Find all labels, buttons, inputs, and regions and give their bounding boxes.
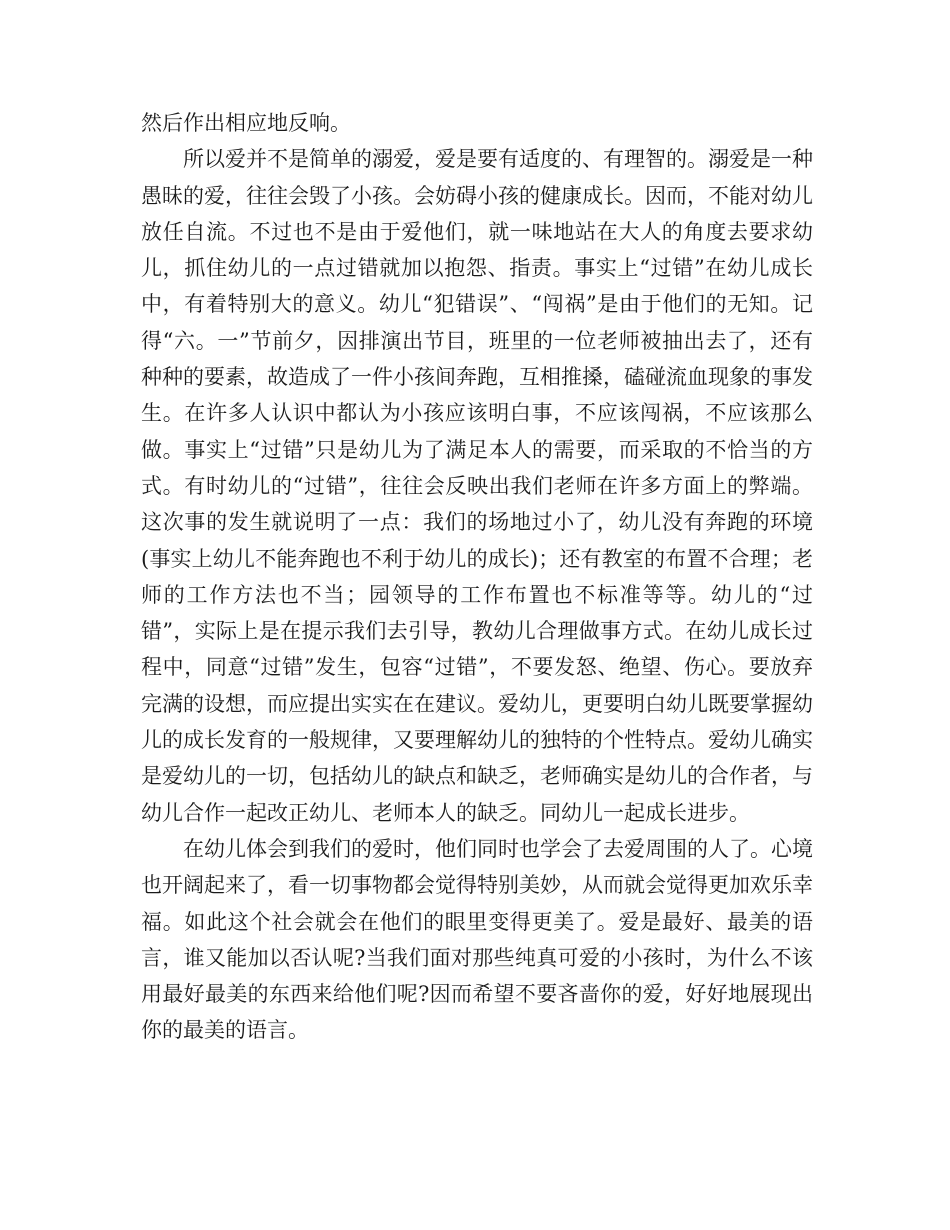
paragraph-experience-love: 在幼儿体会到我们的爱时，他们同时也学会了去爱周围的人了。心境也开阔起来了，看一切事物都会觉得特别美妙，从而就会觉得更加欢乐幸福。如此这个社会就会在他们的眼里变得更美了。爱是最好、最美的语言，谁又能加以否认呢?当我们面对那些纯真可爱的小孩时，为什么不该用最好最美的东西来给他们呢?因而希望不要吝啬你的爱，好好地展现出你的最美的语言。 [141, 836, 813, 1043]
document-body [141, 105, 813, 1049]
paragraph-continuation: 然后作出相应地反响。 [141, 111, 351, 135]
paragraph-love-not-spoiling: 所以爱并不是简单的溺爱，爱是要有适度的、有理智的。溺爱是一种愚昧的爱，往往会毁了小孩。会妨碍小孩的健康成长。因而，不能对幼儿放任自流。不过也不是由于爱他们，就一味地站在大人的角度去要求幼儿，抓住幼儿的一点过错就加以抱怨、指责。事实上“过错”在幼儿成长中，有着特别大的意义。幼儿“犯错误”、“闯祸”是由于他们的无知。记得“六。一”节前夕，因排演出节目，班里的一位老师被抽出去了，还有种种的要素，故造成了一件小孩间奔跑，互相推搡，磕碰流血现象的事发生。在许多人认识中都认为小孩应该明白事，不应该闯祸，不应该那么做。事实上“过错”只是幼儿为了满足本人的需要，而采取的不恰当的方式。有时幼儿的“过错”，往往会反映出我们老师在许多方面上的弊端。这次事的发生就说明了一点：我们的场地过小了，幼儿没有奔跑的环境(事实上幼儿不能奔跑也不利于幼儿的成长)；还有教室的布置不合理；老师的工作方法也不当；园领导的工作布置也不标准等等。幼儿的“过错”，实际上是在提示我们去引导，教幼儿合理做事方式。在幼儿成长过程中，同意“过错”发生，包容“过错”，不要发怒、绝望、伤心。要放弃完满的设想，而应提出实实在在建议。爱幼儿，更要明白幼儿既要掌握幼儿的成长发育的一般规律，又要理解幼儿的独特的个性特点。爱幼儿确实是爱幼儿的一切，包括幼儿的缺点和缺乏，老师确实是幼儿的合作者，与幼儿合作一起改正幼儿、老师本人的缺乏。同幼儿一起成长进步。 [141, 147, 813, 825]
